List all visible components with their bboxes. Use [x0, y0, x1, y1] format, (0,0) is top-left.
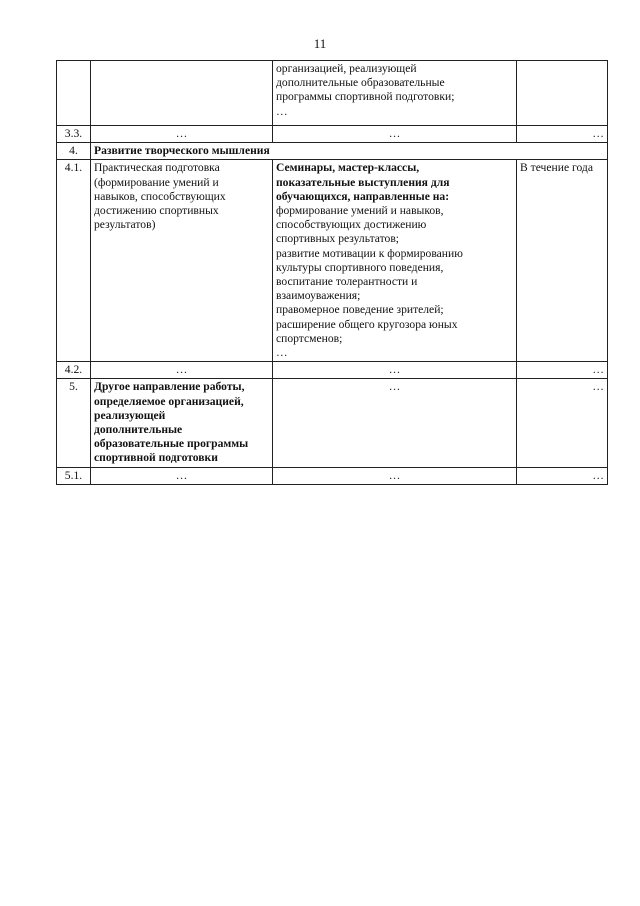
description-cell: …	[273, 126, 517, 143]
term-cell: …	[517, 467, 608, 484]
table-row-4-2	[57, 362, 608, 379]
description-cell: …	[273, 379, 517, 467]
row-number: 4.1.	[57, 160, 91, 362]
table-row-4	[57, 143, 608, 160]
term-cell	[517, 61, 608, 126]
term-cell: В течение года	[517, 160, 608, 362]
name-cell	[91, 61, 273, 126]
description-line: …	[276, 346, 288, 360]
description-line: дополнительные образовательные	[276, 76, 445, 90]
term-cell: …	[517, 126, 608, 143]
description-cell: …	[273, 362, 517, 379]
description-line: спортсменов;	[276, 331, 343, 345]
description-line: культуры спортивного поведения,	[276, 260, 444, 274]
description-cell: …	[273, 467, 517, 484]
description-line: воспитание толерантности и	[276, 275, 418, 289]
name-line: образовательные программы	[94, 437, 249, 451]
description-line: …	[276, 104, 288, 118]
term-cell: …	[517, 379, 608, 467]
name-cell: …	[91, 126, 273, 143]
row-number: 4.2.	[57, 362, 91, 379]
name-line: (формирование умений и	[94, 175, 219, 189]
description-heading-line: показательные выступления для	[276, 175, 450, 189]
description-heading-line: Семинары, мастер-классы,	[276, 161, 420, 175]
description-cell	[273, 160, 517, 362]
description-line: правомерное поведение зрителей;	[276, 303, 444, 317]
table-row-4-1	[57, 160, 608, 362]
name-cell	[91, 160, 273, 362]
description-cell	[273, 61, 517, 126]
name-cell: …	[91, 467, 273, 484]
row-number: 5.1.	[57, 467, 91, 484]
plan-table	[56, 60, 608, 485]
table-row-continued	[57, 61, 608, 126]
table-row-5-1	[57, 467, 608, 484]
name-line: спортивной подготовки	[94, 451, 218, 465]
name-line: навыков, способствующих	[94, 189, 226, 203]
name-line: реализующей	[94, 408, 166, 422]
description-line: организацией, реализующей	[276, 62, 417, 75]
section-title: Развитие творческого мышления	[91, 143, 608, 160]
row-number: 3.3.	[57, 126, 91, 143]
row-number: 5.	[57, 379, 91, 467]
table-row-3-3	[57, 126, 608, 143]
description-line: формирование умений и навыков,	[276, 204, 444, 218]
description-line: программы спортивной подготовки;	[276, 90, 455, 104]
name-line: определяемое организацией,	[94, 394, 244, 408]
description-line: взаимоуважения;	[276, 289, 361, 303]
name-line: дополнительные	[94, 423, 183, 437]
name-cell	[91, 379, 273, 467]
name-line: Практическая подготовка	[94, 161, 220, 175]
term-cell: …	[517, 362, 608, 379]
name-line: Другое направление работы,	[94, 380, 245, 394]
name-line: достижению спортивных	[94, 204, 219, 218]
name-cell: …	[91, 362, 273, 379]
row-number: 4.	[57, 143, 91, 160]
table-row-5	[57, 379, 608, 467]
name-line: результатов)	[94, 218, 156, 232]
page-number: 11	[313, 36, 327, 51]
description-line: развитие мотивации к формированию	[276, 246, 463, 260]
description-line: способствующих достижению	[276, 218, 427, 232]
description-line: расширение общего кругозора юных	[276, 317, 458, 331]
description-heading-line: обучающихся, направленные на:	[276, 189, 450, 203]
num-cell	[57, 61, 91, 126]
description-line: спортивных результатов;	[276, 232, 400, 246]
